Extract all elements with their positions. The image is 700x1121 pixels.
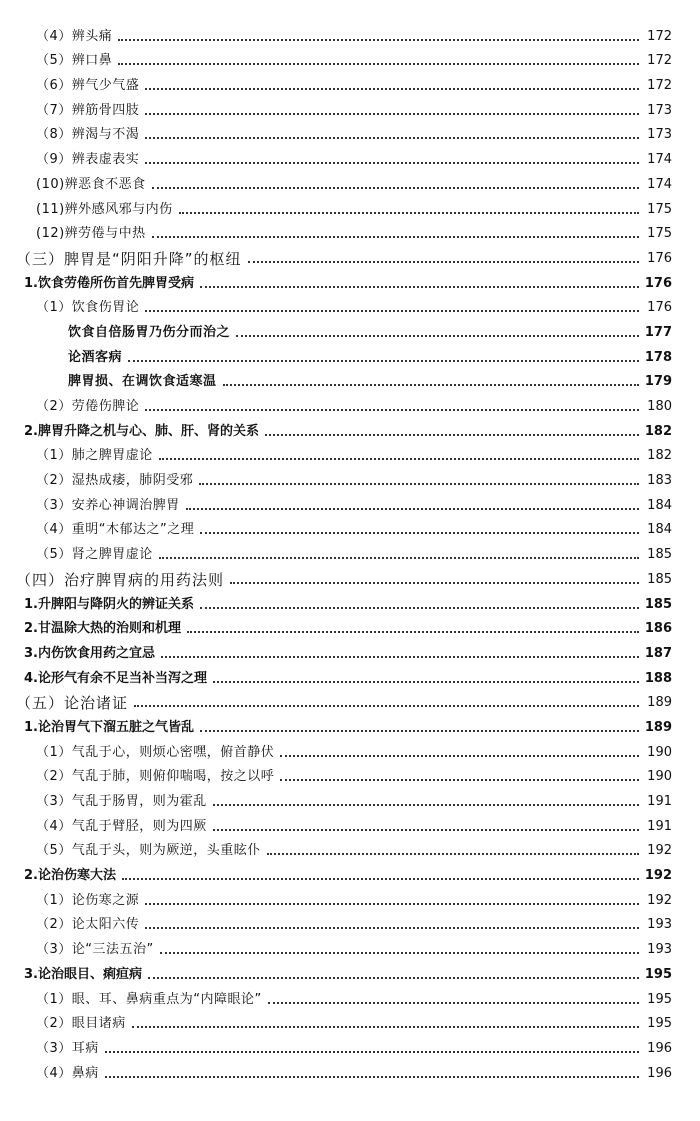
- toc-entry-page-number: 180: [647, 399, 672, 414]
- toc-entry-page-number: 185: [647, 571, 672, 587]
- toc-entry: [0, 958, 700, 983]
- toc-entry: [0, 637, 700, 662]
- toc-entry-title: （1）肺之脾胃虚论: [36, 448, 153, 464]
- toc-entry: [0, 218, 700, 243]
- toc-entry: [0, 1032, 700, 1057]
- toc-entry-page-number: 189: [647, 695, 672, 711]
- dot-leader: [132, 1026, 639, 1028]
- dot-leader: [145, 137, 639, 139]
- toc-entry-title: （3）论“三法五治”: [36, 942, 154, 958]
- toc-entry-title: （4）气乱于臂胫，则为四厥: [36, 818, 207, 834]
- dot-leader: [145, 409, 639, 411]
- dot-leader: [152, 236, 639, 238]
- toc-entry-title: (10)辨恶食不恶食: [36, 176, 146, 192]
- toc-entry-title: （5）气乱于头，则为厥逆，头重眩仆: [36, 843, 261, 859]
- toc-entry: [0, 1008, 700, 1033]
- toc-entry-page-number: 175: [647, 201, 672, 217]
- table-of-contents: [0, 20, 700, 1082]
- toc-entry-title: （5）肾之脾胃虚论: [36, 547, 153, 563]
- toc-entry: [0, 292, 700, 317]
- toc-entry-title: （四）治疗脾胃病的用药法则: [16, 570, 225, 589]
- dot-leader: [179, 212, 639, 214]
- dot-leader: [248, 261, 639, 263]
- toc-entry: [0, 1057, 700, 1082]
- toc-entry: [0, 440, 700, 465]
- toc-entry-title: （1）论伤寒之源: [36, 892, 140, 908]
- toc-entry: [0, 168, 700, 193]
- toc-entry-page-number: 195: [644, 966, 672, 982]
- toc-entry-page-number: 185: [647, 547, 672, 563]
- toc-entry-page-number: 190: [647, 769, 672, 785]
- dot-leader: [161, 656, 639, 658]
- dot-leader: [213, 829, 639, 831]
- toc-entry-page-number: 176: [647, 250, 672, 266]
- dot-leader: [145, 113, 639, 115]
- dot-leader: [267, 853, 639, 855]
- toc-entry-page-number: 193: [647, 942, 672, 958]
- toc-entry-page-number: 193: [647, 917, 672, 933]
- toc-entry: [0, 267, 700, 292]
- toc-entry-page-number: 175: [647, 226, 672, 242]
- dot-leader: [145, 162, 639, 164]
- toc-entry-title: 2.甘温除大热的治则和机理: [24, 621, 181, 637]
- toc-entry: [0, 316, 700, 341]
- toc-entry-title: （2）气乱于肺，则俯仰喘喝，按之以呼: [36, 769, 275, 785]
- dot-leader: [230, 582, 639, 584]
- toc-entry-title: （8）辨渴与不渴: [36, 127, 140, 143]
- toc-entry-title: 1.论治胃气下溜五脏之气皆乱: [24, 719, 194, 735]
- toc-entry-page-number: 174: [647, 152, 672, 168]
- dot-leader: [268, 1002, 639, 1004]
- toc-entry-page-number: 196: [647, 1040, 672, 1056]
- dot-leader: [236, 335, 639, 337]
- dot-leader: [280, 755, 639, 757]
- toc-entry: [0, 242, 700, 267]
- dot-leader: [105, 1076, 639, 1078]
- toc-entry-page-number: 176: [647, 300, 672, 316]
- toc-entry-page-number: 184: [647, 522, 672, 538]
- toc-entry-title: （五）论治诸证: [16, 694, 129, 713]
- toc-entry-title: （4）重明“木郁达之”之理: [36, 522, 195, 538]
- toc-entry: [0, 20, 700, 45]
- toc-entry: [0, 613, 700, 638]
- toc-entry: [0, 785, 700, 810]
- dot-leader: [200, 532, 639, 534]
- toc-entry: [0, 69, 700, 94]
- toc-entry: [0, 859, 700, 884]
- toc-entry-title: （7）辨筋骨四肢: [36, 102, 140, 118]
- dot-leader: [145, 903, 639, 905]
- dot-leader: [145, 88, 639, 90]
- dot-leader: [152, 187, 639, 189]
- toc-entry-title: （5）辨口鼻: [36, 53, 113, 69]
- toc-entry-title: （2）眼目诸病: [36, 1016, 126, 1032]
- toc-entry-page-number: 179: [644, 374, 672, 390]
- toc-entry-title: （4）鼻病: [36, 1065, 99, 1081]
- dot-leader: [223, 384, 639, 386]
- dot-leader: [160, 952, 639, 954]
- dot-leader: [145, 310, 639, 312]
- toc-entry-title: 2.脾胃升降之机与心、肺、肝、肾的关系: [24, 423, 259, 439]
- toc-entry: [0, 94, 700, 119]
- dot-leader: [200, 607, 639, 609]
- dot-leader: [128, 360, 639, 362]
- toc-entry: [0, 687, 700, 712]
- toc-entry-page-number: 174: [647, 176, 672, 192]
- toc-entry: [0, 588, 700, 613]
- toc-entry-page-number: 184: [647, 497, 672, 513]
- dot-leader: [134, 705, 639, 707]
- toc-entry: [0, 390, 700, 415]
- toc-entry-title: （9）辨表虚表实: [36, 152, 140, 168]
- toc-entry: [0, 45, 700, 70]
- dot-leader: [118, 63, 639, 65]
- toc-entry-page-number: 192: [644, 868, 672, 884]
- toc-entry-page-number: 182: [644, 423, 672, 439]
- toc-entry-page-number: 195: [647, 1016, 672, 1032]
- toc-entry: [0, 464, 700, 489]
- toc-entry-title: 2.论治伤寒大法: [24, 868, 116, 884]
- toc-entry-page-number: 192: [647, 843, 672, 859]
- toc-entry-page-number: 196: [647, 1065, 672, 1081]
- toc-entry-title: （3）安养心神调治脾胃: [36, 497, 180, 513]
- toc-entry-page-number: 186: [644, 621, 672, 637]
- dot-leader: [122, 878, 639, 880]
- dot-leader: [118, 39, 639, 41]
- toc-entry-title: （3）耳病: [36, 1040, 99, 1056]
- toc-entry-page-number: 173: [647, 127, 672, 143]
- dot-leader: [145, 927, 639, 929]
- toc-entry-page-number: 191: [647, 794, 672, 809]
- dot-leader: [213, 681, 639, 683]
- toc-entry-title: 1.饮食劳倦所伤首先脾胃受病: [24, 275, 194, 291]
- toc-entry-title: (12)辨劳倦与中热: [36, 226, 146, 242]
- toc-entry-title: 3.内伤饮食用药之宜忌: [24, 645, 155, 661]
- toc-entry: [0, 909, 700, 934]
- toc-entry: [0, 119, 700, 144]
- toc-entry-title: （2）劳倦伤脾论: [36, 399, 140, 414]
- dot-leader: [187, 631, 639, 633]
- toc-entry-page-number: 172: [647, 78, 672, 94]
- dot-leader: [159, 557, 639, 559]
- dot-leader: [200, 286, 639, 288]
- toc-entry: [0, 415, 700, 440]
- toc-entry: [0, 662, 700, 687]
- toc-entry-title: (11)辨外感风邪与内伤: [36, 201, 173, 217]
- toc-entry: [0, 983, 700, 1008]
- toc-entry: [0, 736, 700, 761]
- toc-entry-title: 脾胃损、在调饮食适寒温: [68, 374, 217, 390]
- dot-leader: [199, 483, 639, 485]
- toc-entry-title: （三）脾胃是“阴阳升降”的枢纽: [16, 249, 242, 268]
- toc-entry: [0, 933, 700, 958]
- toc-entry-title: （6）辨气少气盛: [36, 78, 140, 94]
- toc-entry-page-number: 172: [647, 28, 672, 44]
- toc-entry-title: 3.论治眼目、痢疸病: [24, 966, 142, 982]
- dot-leader: [213, 804, 639, 806]
- toc-entry-page-number: 190: [647, 744, 672, 760]
- toc-entry: [0, 761, 700, 786]
- toc-entry-title: （1）眼、耳、鼻病重点为“内障眼论”: [36, 991, 262, 1007]
- toc-entry: [0, 835, 700, 860]
- toc-entry-page-number: 195: [647, 991, 672, 1007]
- toc-entry-page-number: 192: [647, 892, 672, 908]
- toc-entry-title: 1.升脾阳与降阴火的辨证关系: [24, 596, 194, 612]
- toc-entry-title: （4）辨头痛: [36, 28, 113, 44]
- toc-entry: [0, 563, 700, 588]
- toc-entry-title: （2）湿热成痿，肺阴受邪: [36, 473, 194, 489]
- toc-entry: [0, 489, 700, 514]
- dot-leader: [159, 458, 639, 460]
- toc-entry-title: （1）饮食伤胃论: [36, 300, 140, 316]
- dot-leader: [265, 434, 639, 436]
- toc-entry: [0, 341, 700, 366]
- toc-entry: [0, 366, 700, 391]
- toc-entry-page-number: 172: [647, 53, 672, 69]
- toc-entry-page-number: 183: [647, 473, 672, 489]
- toc-entry-page-number: 191: [647, 818, 672, 834]
- toc-entry: [0, 810, 700, 835]
- toc-entry-title: （1）气乱于心，则烦心密嘿，俯首静伏: [36, 744, 275, 760]
- toc-entry-page-number: 178: [644, 349, 672, 365]
- dot-leader: [105, 1051, 639, 1053]
- toc-entry-page-number: 182: [647, 448, 672, 464]
- toc-entry-page-number: 187: [644, 645, 672, 661]
- toc-entry-page-number: 177: [644, 324, 672, 340]
- toc-entry-page-number: 188: [644, 670, 672, 686]
- toc-entry: [0, 884, 700, 909]
- dot-leader: [148, 977, 639, 979]
- toc-entry-title: 论酒客病: [68, 349, 123, 365]
- toc-entry-title: （3）气乱于肠胃，则为霍乱: [36, 794, 207, 809]
- toc-entry: [0, 538, 700, 563]
- dot-leader: [186, 508, 639, 510]
- dot-leader: [280, 779, 639, 781]
- dot-leader: [200, 730, 639, 732]
- toc-entry: [0, 143, 700, 168]
- toc-entry-page-number: 176: [644, 275, 672, 291]
- toc-entry-page-number: 185: [644, 596, 672, 612]
- toc-entry: [0, 193, 700, 218]
- toc-entry: [0, 711, 700, 736]
- toc-entry-title: 4.论形气有余不足当补当泻之理: [24, 670, 207, 686]
- toc-entry-page-number: 189: [644, 719, 672, 735]
- toc-entry-title: 饮食自倍肠胃乃伤分而治之: [68, 324, 231, 340]
- toc-entry-title: （2）论太阳六传: [36, 917, 140, 933]
- toc-entry-page-number: 173: [647, 102, 672, 118]
- toc-entry: [0, 514, 700, 539]
